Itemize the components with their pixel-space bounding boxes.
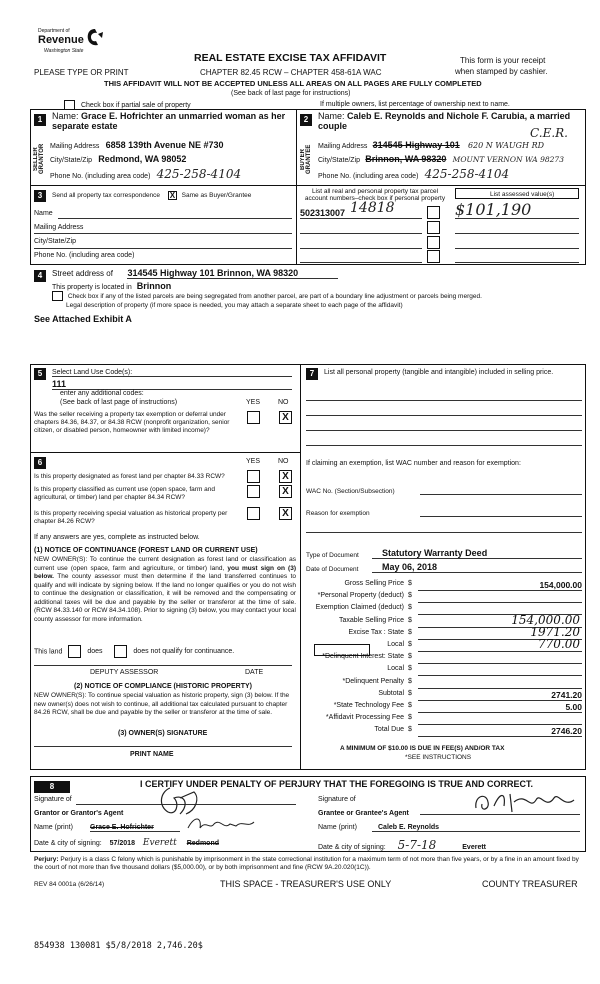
- form-chapter: CHAPTER 82.45 RCW – CHAPTER 458-61A WAC: [200, 68, 382, 77]
- parcel-line-3: [300, 248, 422, 249]
- parcel-number[interactable]: 502313007: [300, 208, 346, 218]
- calc-row-label: *State Technology Fee: [333, 701, 404, 709]
- receipt-line2: when stamped by cashier.: [455, 67, 548, 76]
- personal-property-checkbox-3[interactable]: [427, 236, 440, 249]
- deputy-sig-line[interactable]: [34, 665, 292, 666]
- exhibit-text: See Attached Exhibit A: [34, 314, 132, 324]
- grantor-name-scribble: [184, 814, 258, 834]
- seller-side-label: SELLER GRANTOR: [33, 143, 45, 175]
- forest-land-question: Is this property designated as forest land per chapter 84.33 RCW?: [34, 473, 225, 480]
- please-type: PLEASE TYPE OR PRINT: [34, 68, 129, 77]
- located-value[interactable]: Brinnon: [136, 281, 172, 291]
- street-label: Street address of: [52, 269, 113, 278]
- send-correspondence-row: [52, 191, 251, 200]
- owner-signature-label: (3) OWNER(S) SIGNATURE: [118, 730, 208, 737]
- grantor-city-hand: Everett: [142, 838, 177, 848]
- buyer-phone-row: [318, 167, 588, 181]
- calc-row-label: Taxable Selling Price: [339, 616, 404, 624]
- buyer-mailing-label: Mailing Address: [318, 143, 368, 150]
- calc-row-hand: 770.00: [538, 636, 580, 651]
- dept-state: Washington State: [44, 48, 84, 54]
- calc-row-label: Excise Tax : State: [348, 628, 404, 636]
- reason-field-2[interactable]: [306, 532, 582, 533]
- section-7-number: 7: [306, 368, 318, 380]
- land-use-see-back: (See back of last page of instructions): [60, 399, 178, 406]
- seller-phone-label: Phone No. (including area code): [50, 173, 151, 180]
- compliance-title: (2) NOTICE OF COMPLIANCE (HISTORIC PROPERTY): [74, 683, 252, 690]
- calc-row-label: *Personal Property (deduct): [317, 592, 404, 600]
- seller-name-block: [52, 111, 292, 131]
- grantee-city[interactable]: Everett: [462, 844, 486, 851]
- parties-hdivider: [30, 185, 586, 186]
- s5-exemption-yes-checkbox[interactable]: [247, 411, 260, 424]
- does-not-checkbox[interactable]: [114, 645, 127, 658]
- calc-row-value[interactable]: 2746.20: [418, 726, 582, 737]
- continuance-bold: you must sign on (3) below.: [34, 564, 296, 580]
- doc-type[interactable]: Statutory Warranty Deed: [372, 548, 582, 559]
- receipt-stamp: 854938 130081 $5/8/2018 2,746.20$: [34, 941, 203, 951]
- doc-type-label: Type of Document: [306, 552, 359, 559]
- does-checkbox[interactable]: [68, 645, 81, 658]
- land-use-label: Select Land Use Code(s):: [52, 369, 292, 377]
- s5-no-header: NO: [278, 399, 289, 406]
- parcel-line-1: [300, 218, 422, 219]
- section-1-number: 1: [34, 114, 46, 126]
- calc-row: [306, 726, 582, 738]
- see-instructions: *SEE INSTRUCTIONS: [405, 754, 472, 761]
- rev-number: REV 84 0001a (6/26/14): [34, 881, 105, 888]
- buyer-phone[interactable]: 425-258-4104: [424, 167, 510, 181]
- dept-name: Revenue: [38, 34, 84, 46]
- deputy-assessor-label: DEPUTY ASSESSOR: [90, 669, 159, 676]
- grantee-name[interactable]: Caleb E. Reynolds: [372, 824, 580, 832]
- revenue-logo-icon: [86, 28, 104, 48]
- parcel-line-2: [300, 233, 422, 234]
- seller-mailing-row: [50, 140, 292, 150]
- s3-name-label: Name: [34, 210, 53, 217]
- legal-desc-label: Legal description of property (if more space is needed, you may attach a separate sheet to each page of the affidavit): [66, 302, 403, 309]
- grantee-date-label: Date & city of signing:: [318, 844, 386, 851]
- segregated-label: Check box if any of the listed parcels are being segregated from another parcel, are part of a boundary line adjustment or parcels being merged.: [67, 292, 482, 300]
- street-row: [52, 268, 338, 278]
- tax-calc-table: [306, 580, 582, 738]
- exemption-claim-text: If claiming an exemption, list WAC number and reason for exemption:: [306, 460, 521, 467]
- partial-sale-label: Check box if partial sale of property: [80, 101, 191, 109]
- current-use-question: Is this property classified as current use (open space, farm and agricultural, or timber) land per chapter 84.34 RCW?: [34, 486, 216, 501]
- calc-row-dollar: $: [408, 677, 412, 685]
- calc-row-hand: 1971.20: [530, 624, 580, 639]
- grantee-date-hand[interactable]: 5-7-18: [397, 838, 437, 852]
- s3-name-field[interactable]: [58, 218, 292, 219]
- s5-exemption-no-checkbox[interactable]: X: [279, 411, 292, 424]
- assessed-line-2: [455, 233, 579, 234]
- deputy-date-label: DATE: [245, 669, 264, 676]
- calc-row-value[interactable]: [418, 592, 582, 603]
- calc-row-value[interactable]: 2741.20: [418, 690, 582, 701]
- historic-no-checkbox[interactable]: X: [279, 507, 292, 520]
- s6-no-header: NO: [278, 458, 289, 465]
- grantee-name-label: Name (print): [318, 824, 357, 831]
- s5-yes-header: YES: [246, 399, 261, 406]
- calc-row-value[interactable]: 154,000.00: [418, 580, 582, 591]
- s3-city-field[interactable]: [34, 248, 292, 249]
- located-row: [52, 281, 171, 291]
- calc-row-value[interactable]: [418, 678, 582, 689]
- segregated-checkbox[interactable]: [52, 291, 63, 301]
- continuance-p1: NEW OWNER(S): To continue the current designation as forest land or classification as current use (open space, farm and agriculture, or timber) land,: [34, 556, 296, 572]
- calc-row-label: Exemption Claimed (deduct): [315, 604, 404, 612]
- seller-city-row: [50, 154, 292, 164]
- section-4-number: 4: [34, 270, 46, 282]
- continuance-p2: The county assessor must then determine if the land transferred continues to qualify and will indicate by signing below. If the land no longer qualifies or you do not wish to continue the designation or classification, it will be removed and the compensating or additional taxes will be due and payable by the seller or transferor at the time of sale. (RCW 84.33.140 or RCW 84.34.108). Prior to signing (3) below, you may contact your local county assessor for more information.: [34, 573, 296, 623]
- buyer-city-hand: MOUNT VERNON WA 98273: [452, 155, 564, 164]
- grantor-city[interactable]: Redmond: [186, 840, 219, 847]
- calc-row-label: *Delinquent Interest: State: [322, 653, 404, 661]
- personal-property-checkbox-1[interactable]: [427, 206, 440, 219]
- calc-row-dollar: $: [408, 628, 412, 636]
- land-use-code[interactable]: 111: [52, 379, 292, 390]
- local-rate-box[interactable]: [314, 644, 370, 656]
- reason-label: Reason for exemption: [306, 510, 370, 517]
- seller-phone[interactable]: 425-258-4104: [156, 167, 242, 181]
- this-land-label: This land: [34, 648, 63, 656]
- calc-row-value[interactable]: [418, 665, 582, 676]
- seller-mailing-label: Mailing Address: [50, 143, 100, 150]
- section-6-number: 6: [34, 457, 46, 469]
- calc-row: [306, 580, 582, 592]
- calc-row: [306, 690, 582, 702]
- calc-row: [306, 592, 582, 604]
- receipt-line1: This form is your receipt: [460, 56, 546, 65]
- section-8-number: 8: [34, 781, 70, 793]
- current-use-no-checkbox[interactable]: X: [279, 485, 292, 498]
- grantor-date-row: [34, 838, 219, 848]
- s5-s6-divider: [30, 452, 300, 453]
- historic-yes-checkbox[interactable]: [247, 507, 260, 520]
- s3-mailing-label: Mailing Address: [34, 224, 84, 231]
- perjury-body: Perjury is a class C felony which is punishable by imprisonment in the state correctional institution for a maximum term of not more than five years, or by a fine in an amount fixed by the court of not more than five thousand dollars ($5,000.00), or by both imprisonment and fine (RCW 9A.20.020(1C)).: [34, 856, 579, 871]
- reason-field-1[interactable]: [420, 516, 582, 517]
- calc-row-label: Subtotal: [378, 689, 404, 697]
- certify-text: I CERTIFY UNDER PENALTY OF PERJURY THAT THE FOREGOING IS TRUE AND CORRECT.: [140, 779, 534, 789]
- print-name-label: PRINT NAME: [130, 751, 174, 758]
- calc-row-dollar: $: [408, 616, 412, 624]
- section-2-number: 2: [300, 114, 312, 126]
- current-use-yes-checkbox[interactable]: [247, 485, 260, 498]
- does-label: does: [87, 648, 103, 656]
- personal-property-checkbox-2[interactable]: [427, 221, 440, 234]
- calc-row-dollar: $: [408, 592, 412, 600]
- buyer-mailing-hand: 620 N WAUGH RD: [467, 141, 544, 150]
- owner-sig-line[interactable]: [34, 746, 292, 747]
- forest-land-yes-checkbox[interactable]: [247, 470, 260, 483]
- calc-row: [306, 678, 582, 690]
- segregated-row: [52, 291, 482, 301]
- grantor-agent-label: Grantor or Grantor's Agent: [34, 810, 124, 817]
- parties-box: [30, 109, 586, 265]
- grantee-signature[interactable]: [470, 788, 580, 816]
- calc-row-dollar: $: [408, 689, 412, 697]
- calc-row-hand: 154,000.00: [511, 612, 580, 627]
- dept-small: Department of: [38, 28, 70, 34]
- send-correspondence-label: Send all property tax correspondence: [52, 192, 161, 200]
- pp-line-3[interactable]: [306, 430, 582, 431]
- dor-logo: [38, 26, 108, 66]
- buyer-side-label: BUYER GRANTEE: [300, 144, 312, 174]
- wac-field[interactable]: [420, 494, 582, 495]
- grantee-agent-label: Grantee or Grantee's Agent: [318, 810, 409, 817]
- grantee-date-row: [318, 838, 486, 852]
- same-as-buyer-label: Same as Buyer/Grantee: [181, 192, 252, 200]
- s6-yes-header: YES: [246, 458, 261, 465]
- buyer-city-label: City/State/Zip: [318, 157, 361, 164]
- calc-row-dollar: $: [408, 726, 412, 734]
- perjury-text: [34, 856, 584, 872]
- calc-row-label: *Delinquent Penalty: [342, 677, 404, 685]
- pp-line-2[interactable]: [306, 415, 582, 416]
- buyer-mailing[interactable]: 314545 Highway 101: [372, 140, 460, 150]
- assessed-header-box: [455, 188, 579, 199]
- multiple-owners-text: If multiple owners, list percentage of ownership next to name.: [320, 101, 510, 108]
- calc-row: [306, 702, 582, 714]
- wac-label: WAC No. (Section/Subsection): [306, 488, 395, 495]
- continuance-body: [34, 556, 296, 624]
- calc-row-value[interactable]: [418, 714, 582, 725]
- parcel-header: List all real and personal property tax parcel account numbers–check box if personal property: [304, 188, 446, 202]
- buyer-name-label: Name:: [318, 111, 345, 121]
- county-treasurer-text: COUNTY TREASURER: [482, 879, 578, 889]
- land-qualify-row: [34, 645, 234, 658]
- form-title: REAL ESTATE EXCISE TAX AFFIDAVIT: [194, 52, 387, 64]
- calc-row-dollar: $: [408, 640, 412, 648]
- seller-name-label: Name:: [52, 111, 79, 121]
- grantor-name-label: Name (print): [34, 824, 73, 831]
- minimum-text: A MINIMUM OF $10.00 IS DUE IN FEE(S) AND/OR TAX: [340, 745, 505, 752]
- calc-row-label: *Affidavit Processing Fee: [325, 714, 404, 722]
- calc-row-dollar: $: [408, 714, 412, 722]
- seller-phone-row: [50, 167, 292, 181]
- grantor-date[interactable]: 57/2018: [109, 840, 135, 847]
- assessed-line-4: [455, 262, 579, 263]
- calc-row-label: Gross Selling Price: [344, 580, 404, 587]
- calc-row: [306, 665, 582, 677]
- lower-divider: [300, 364, 301, 770]
- additional-codes-label: enter any additional codes:: [60, 390, 144, 397]
- calc-row-dollar: $: [408, 653, 412, 661]
- does-not-label: does not qualify for continuance.: [133, 648, 235, 656]
- buyer-initials: C.E.R.: [530, 126, 568, 140]
- seller-city-label: City/State/Zip: [50, 157, 93, 164]
- parcel-line-4: [300, 262, 422, 263]
- assessed-header: List assessed value(s): [490, 191, 555, 198]
- s3-city-label: City/State/Zip: [34, 238, 77, 245]
- buyer-phone-label: Phone No. (including area code): [318, 173, 419, 180]
- assessed-line-1: [455, 218, 579, 219]
- grantor-name[interactable]: Grace E. Hofrichter: [90, 824, 180, 832]
- parcel-hand: 14818: [350, 200, 395, 216]
- seller-name[interactable]: Grace E. Hofrichter an unmarried woman as her separate estate: [52, 111, 286, 131]
- see-back-text: (See back of last page for instructions): [231, 90, 351, 97]
- section-5-number: 5: [34, 368, 46, 380]
- pp-line-1[interactable]: [306, 400, 582, 401]
- s3-mailing-field[interactable]: [34, 233, 292, 234]
- assessed-value-hand[interactable]: $101,190: [455, 200, 532, 219]
- seller-city[interactable]: Redmond, WA 98052: [98, 154, 187, 164]
- calc-row-label: Local: [387, 640, 404, 648]
- buyer-city-row: [318, 154, 588, 164]
- if-yes-text: If any answers are yes, complete as instructed below.: [34, 534, 200, 541]
- calc-row: [306, 714, 582, 726]
- calc-row-value[interactable]: [418, 653, 582, 664]
- forest-land-no-checkbox[interactable]: X: [279, 470, 292, 483]
- calc-row-value[interactable]: 5.00: [418, 702, 582, 713]
- same-as-buyer-checkbox[interactable]: X: [169, 191, 176, 200]
- compliance-body: NEW OWNER(S): To continue special valuation as historic property, sign (3) below. If the new owner(s) does not wish to continue, all additional tax calculated pursuant to chapter 84.26 RCW, shall be due and payable by the seller or transferor at the time of sale.: [34, 692, 290, 716]
- personal-property-text: List all personal property (tangible and intangible) included in selling price.: [324, 369, 554, 376]
- buyer-name[interactable]: Caleb E. Reynolds and Nichole F. Carubia, a married couple: [318, 111, 571, 131]
- buyer-city[interactable]: Brinnon, WA 98320: [365, 154, 447, 164]
- doc-date[interactable]: May 06, 2018: [372, 562, 582, 573]
- exemption-question: Was the seller receiving a property tax exemption or deferral under chapters 84.36, 84.37, or 84.38 RCW (nonprofit organization, senior citizen, or disabled person, homeowner with limited income)?: [34, 411, 230, 434]
- perjury-label: Perjury:: [34, 856, 59, 863]
- calc-row-dollar: $: [408, 580, 412, 587]
- calc-row-dollar: $: [408, 665, 412, 673]
- seller-mailing[interactable]: 6858 139th Avenue NE #730: [105, 140, 224, 150]
- calc-row-dollar: $: [408, 604, 412, 612]
- doc-date-label: Date of Document: [306, 566, 359, 573]
- warning-text: THIS AFFIDAVIT WILL NOT BE ACCEPTED UNLESS ALL AREAS ON ALL PAGES ARE FULLY COMPLETED: [104, 79, 482, 88]
- s3-phone-label: Phone No. (including area code): [34, 252, 135, 259]
- buyer-mailing-row: [318, 140, 588, 150]
- treasurer-use-text: THIS SPACE - TREASURER'S USE ONLY: [220, 879, 392, 889]
- calc-row-dollar: $: [408, 701, 412, 709]
- calc-row-label: Total Due: [374, 726, 404, 734]
- assessed-line-3: [455, 248, 579, 249]
- continuance-title: (1) NOTICE OF CONTINUANCE (FOREST LAND OR CURRENT USE): [34, 547, 258, 554]
- section-3-number: 3: [34, 190, 46, 202]
- historic-question: Is this property receiving special valuation as historical property per chapter 84.26 RCW?: [34, 510, 228, 525]
- personal-property-checkbox-4[interactable]: [427, 250, 440, 263]
- grantee-sig-label: Signature of: [318, 796, 356, 803]
- grantor-sig-label: Signature of: [34, 796, 72, 803]
- located-label: This property is located in: [52, 284, 132, 291]
- grantor-date-label: Date & city of signing:: [34, 840, 102, 847]
- pp-line-4[interactable]: [306, 445, 582, 446]
- calc-row-label: Local: [387, 665, 404, 673]
- street-address[interactable]: 314545 Highway 101 Brinnon, WA 98320: [127, 268, 338, 279]
- parties-divider: [296, 109, 297, 265]
